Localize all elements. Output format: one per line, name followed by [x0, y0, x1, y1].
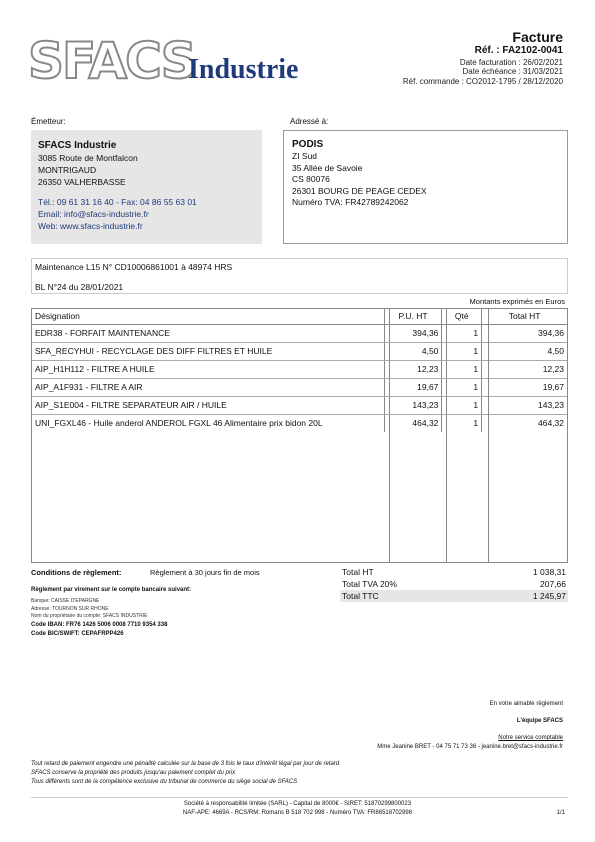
cell-total: 19,67 — [482, 378, 567, 396]
recipient-block — [283, 130, 568, 244]
object-line: Maintenance L15 N° CD10006861001 à 48974 HRS — [35, 262, 233, 272]
column-divider — [389, 309, 390, 562]
emitter-address-line: 3085 Route de Montfalcon — [38, 153, 138, 163]
cell-unit-price: 464,32 — [384, 414, 442, 432]
table-row — [32, 360, 567, 378]
table-row — [32, 414, 567, 432]
payment-terms-label: Conditions de règlement: — [31, 568, 122, 577]
table-row — [32, 396, 567, 414]
total-tva-label: Total TVA 20% — [342, 579, 397, 589]
column-header-unit-price: P.U. HT — [384, 309, 442, 324]
recipient-address-line: CS 80076 — [292, 174, 330, 184]
cell-quantity: 1 — [442, 342, 482, 360]
totals-block — [340, 566, 568, 602]
invoice-lines-table — [31, 308, 568, 563]
total-tva-row — [340, 578, 568, 590]
bank-iban: Code IBAN: FR76 1426 5006 0008 7710 9354 338 — [31, 622, 168, 628]
recipient-address-line: 35 Allée de Savoie — [292, 162, 363, 173]
footer-divider — [31, 797, 568, 798]
table-row — [32, 324, 567, 342]
total-tva-value: 207,66 — [540, 579, 566, 589]
column-header-designation: Désignation — [32, 309, 384, 324]
cell-total: 464,32 — [482, 414, 567, 432]
bank-address: Adresse: TOURNON SUR RHONE — [31, 606, 109, 612]
cell-total: 143,23 — [482, 396, 567, 414]
emitter-address-line: 26350 VALHERBASSE — [38, 177, 126, 187]
recipient-vat-number: Numéro TVA: FR42789242062 — [292, 197, 409, 207]
footer-company-info: Société à responsabilité limitée (SARL) - Capital de 8000€ - SIRET: 51870299800023 — [183, 801, 412, 807]
total-ht-label: Total HT — [342, 567, 374, 577]
logo-industrie-text: Industrie — [188, 54, 299, 85]
emitter-block — [31, 130, 262, 244]
bank-bic: Code BIC/SWIFT: CEPAFRPP426 — [31, 631, 124, 637]
cell-designation: SFA_RECYHUI - RECYCLAGE DES DIFF FILTRES ET HUILE — [32, 342, 384, 360]
payment-terms-value: Règlement à 30 jours fin de mois — [150, 568, 260, 577]
emitter-website[interactable]: Web: www.sfacs-industrie.fr — [38, 221, 143, 231]
cell-designation: UNI_FGXL46 - Huile anderol ANDEROL FGXL 46 Alimentaire prix bidon 20L — [35, 418, 323, 429]
column-divider — [488, 309, 489, 562]
cell-quantity: 1 — [442, 396, 482, 414]
table-row — [32, 378, 567, 396]
invoice-date: Date facturation : 26/02/2021 — [459, 58, 563, 67]
cell-quantity: 1 — [442, 360, 482, 378]
cell-designation: AIP_S1E004 - FILTRE SEPARATEUR AIR / HUILE — [32, 396, 384, 414]
cell-designation: AIP_A1F931 - FILTRE A AIR — [32, 378, 384, 396]
cell-unit-price: 143,23 — [384, 396, 442, 414]
recipient-address-line: 26301 BOURG DE PEAGE CEDEX — [292, 185, 427, 196]
accounting-contact: Mme Jeanine BRET - 04 75 71 73 36 - jeanine.bret@sfacs-industrie.fr — [377, 744, 563, 750]
column-header-total: Total HT — [482, 309, 567, 324]
logo-sfacs-text: SFACS — [28, 32, 195, 90]
emitter-label: Émetteur: — [31, 117, 66, 126]
order-reference: Réf. commande : CO2012-1795 / 28/12/2020 — [402, 77, 563, 86]
total-ht-value: 1 038,31 — [532, 567, 566, 577]
jurisdiction-clause: Tous différents sont de la compétence exclusive du tribunal de commerce du siège social de SFACS — [31, 779, 298, 785]
document-title: Facture — [512, 29, 563, 45]
delivery-note-line: BL N°24 du 28/01/2021 — [35, 282, 124, 292]
total-ttc-value: 1 245,97 — [532, 591, 566, 601]
cell-designation: AIP_H1H112 - FILTRE A HUILE — [32, 360, 384, 378]
table-header-row — [32, 309, 567, 324]
emitter-phone: Tél.: 09 61 31 16 40 - Fax: 04 86 55 63 01 — [38, 197, 197, 207]
due-date: Date échéance : 31/03/2021 — [462, 67, 563, 76]
cell-total: 394,36 — [482, 324, 567, 342]
invoice-reference: Réf. : FA2102-0041 — [474, 45, 563, 56]
bank-name: Banque: CAISSE D'EPARGNE — [31, 598, 100, 604]
accounting-service: Notre service comptable — [498, 735, 563, 741]
emitter-email[interactable]: Email: info@sfacs-industrie.fr — [38, 209, 149, 219]
recipient-label: Adressé à: — [290, 117, 329, 126]
column-divider — [446, 309, 447, 562]
cell-unit-price: 19,67 — [384, 378, 442, 396]
closing-greeting: En votre aimable règlement — [489, 701, 563, 707]
total-ht-row — [340, 566, 568, 578]
cell-quantity: 1 — [442, 414, 482, 432]
bank-account-owner: Nom du propriétaire du compte: SFACS INDUSTRIE — [31, 613, 148, 619]
column-header-quantity: Qté — [442, 309, 482, 324]
cell-unit-price: 394,36 — [384, 324, 442, 342]
cell-designation: EDR38 - FORFAIT MAINTENANCE — [32, 324, 384, 342]
cell-unit-price: 4,50 — [384, 342, 442, 360]
total-ttc-label: Total TTC — [342, 591, 379, 601]
signature-team: L'équipe SFACS — [516, 718, 563, 724]
emitter-address-line: MONTRIGAUD — [38, 165, 97, 175]
page-number: 1/1 — [556, 810, 565, 816]
ownership-clause: SFACS conserve la propriété des produits jusqu'au paiement complet du prix — [31, 770, 236, 776]
table-row — [32, 342, 567, 360]
emitter-name: SFACS Industrie — [38, 140, 117, 151]
invoice-object-box — [31, 258, 568, 294]
cell-total: 4,50 — [482, 342, 567, 360]
late-payment-notice: Tout retard de paiement engendre une pénalité calculée sur la base de 3 fois le taux d'intérêt légal par jour de retard — [31, 761, 340, 767]
total-ttc-row — [340, 590, 568, 602]
company-logo — [28, 30, 318, 92]
cell-unit-price: 12,23 — [384, 360, 442, 378]
currency-note: Montants exprimés en Euros — [469, 297, 565, 306]
recipient-name: PODIS — [292, 139, 324, 150]
cell-quantity: 1 — [442, 378, 482, 396]
bank-transfer-title: Règlement par virement sur le compte bancaire suivant: — [31, 587, 192, 593]
cell-quantity: 1 — [442, 324, 482, 342]
recipient-address-line: ZI Sud — [292, 151, 318, 161]
cell-total: 12,23 — [482, 360, 567, 378]
footer-registration-info: NAF-APE: 4669A - RCS/RM: Romans B 518 702 998 - Numéro TVA: FR86518702998 — [182, 810, 413, 816]
